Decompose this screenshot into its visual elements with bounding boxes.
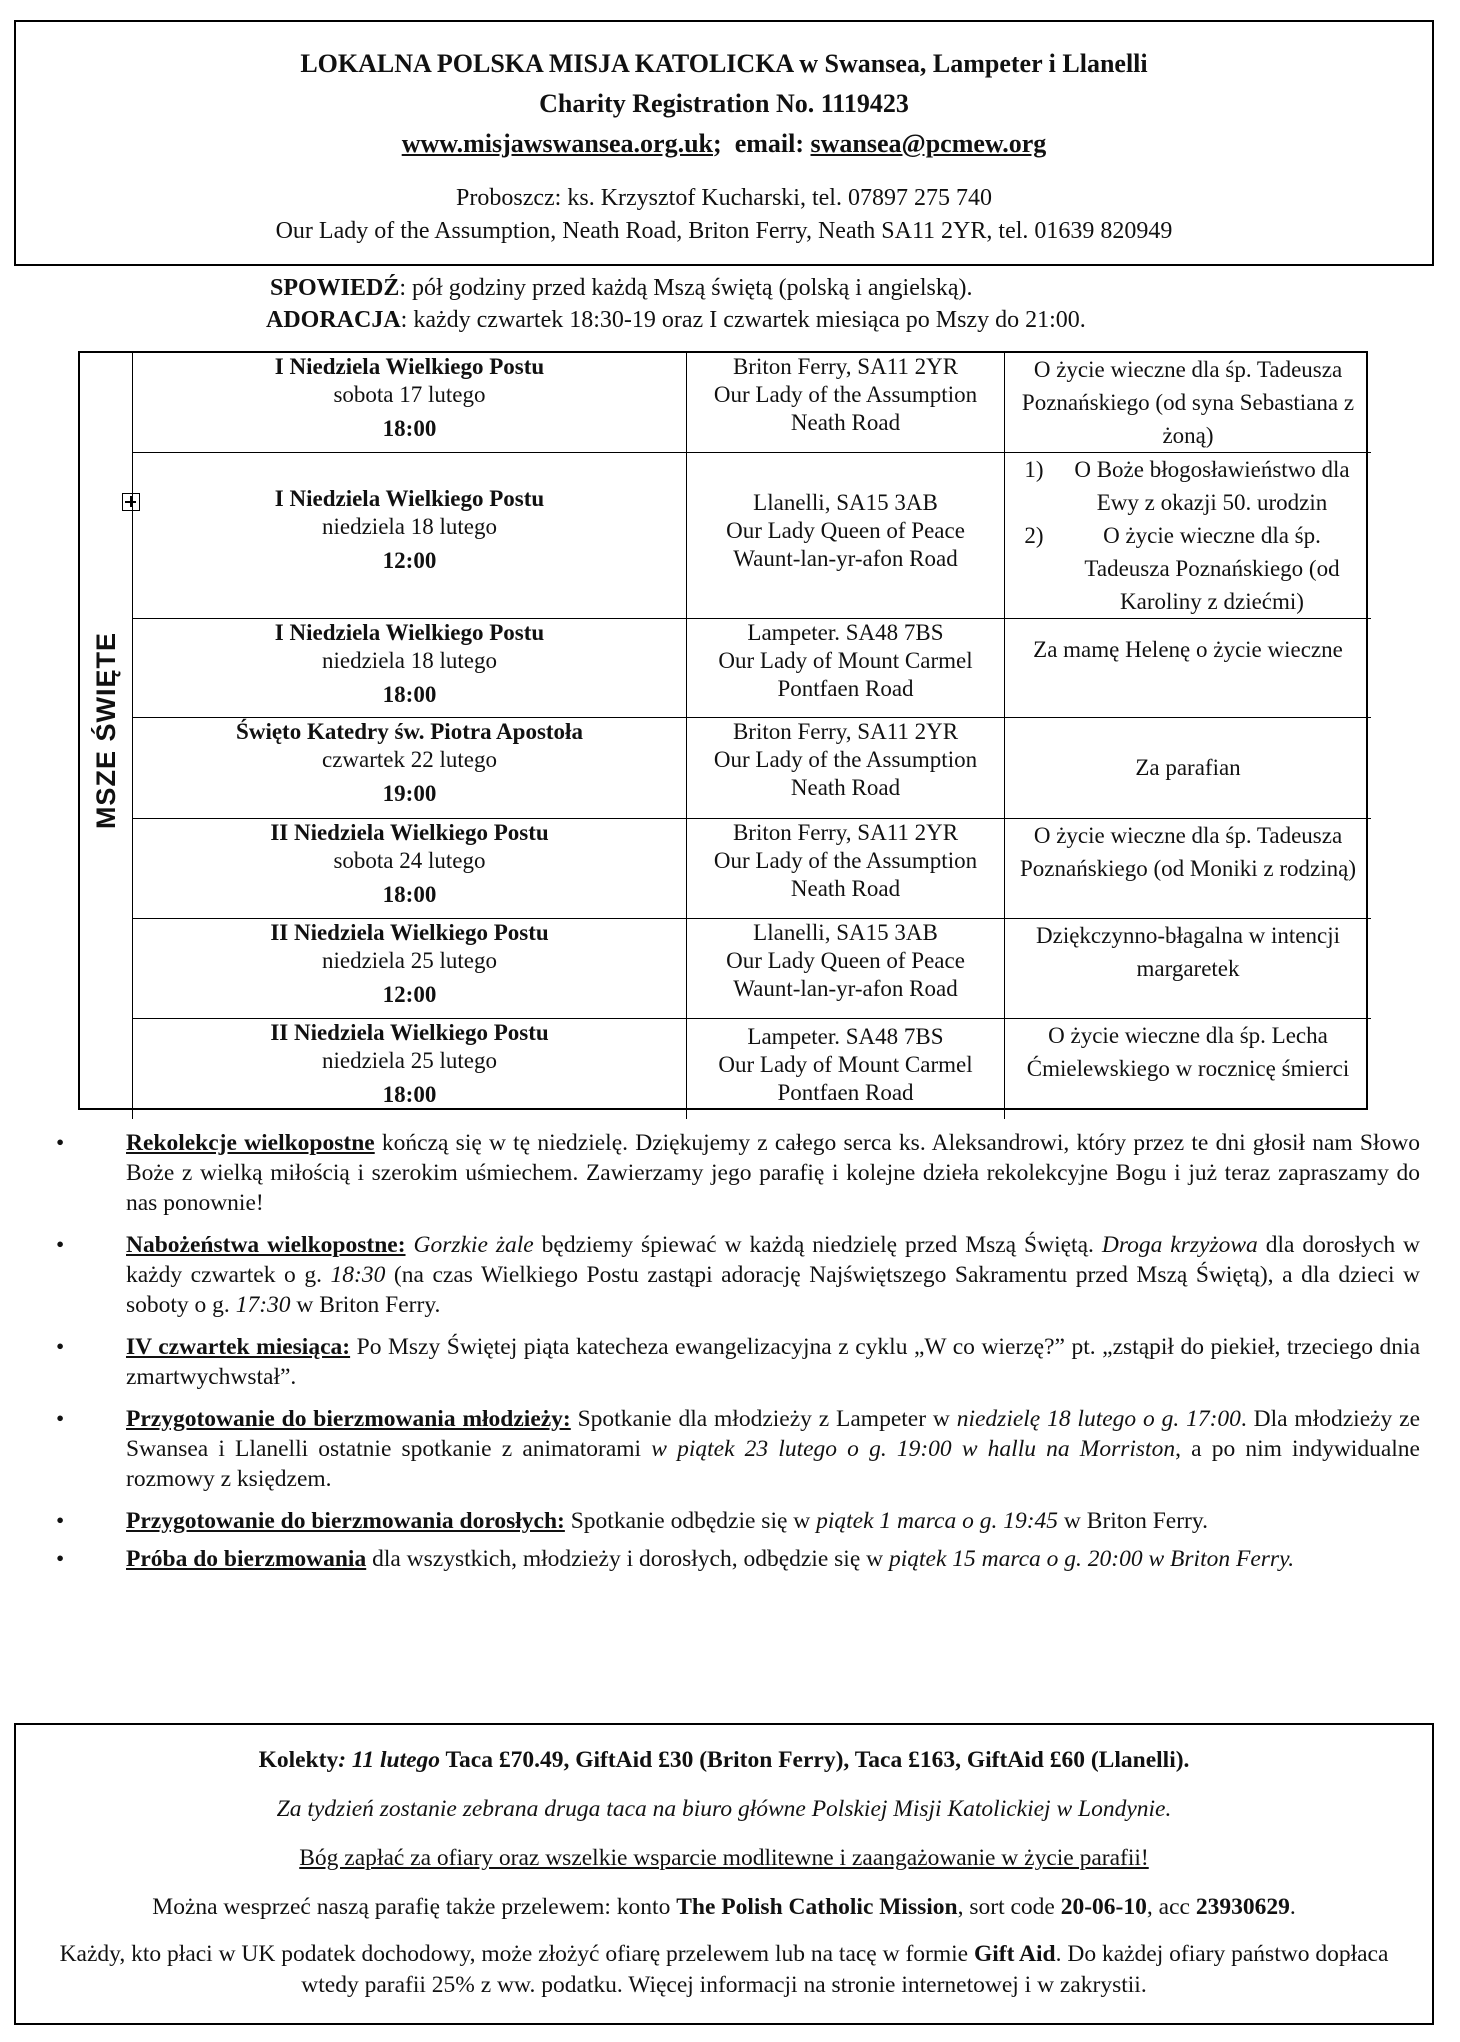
mass-place: Briton Ferry, SA11 2YR Our Lady of the Assumption Neath Road: [687, 718, 1005, 819]
website-link[interactable]: www.misjawswansea.org.uk: [401, 129, 714, 158]
bullet: •: [56, 1334, 65, 1360]
table-row: [133, 919, 1372, 1019]
table-row: [133, 619, 1372, 718]
notice-retreat: • Rekolekcje wielkopostne kończą się w tę niedzielę. Dziękujemy z całego serca ks. Aleksandrowi, który przez te dni głosił nam Słowo Boże z wielką miłością i szerokim uśmiechem. Zawierzamy jego parafię i kolejne dzieła rekolekcyjne Bogu i już teraz zapraszamy do nas ponownie!: [50, 1128, 1420, 1218]
gift-aid-info: Każdy, kto płaci w UK podatek dochodowy, może złożyć ofiarę przelewem lub na tacę w formie Gift Aid. Do każdej ofiary państwo dopłaca wtedy parafii 25% z ww. podatku. Więcej informacji na stronie internetowej i w zakrystii.: [59, 1941, 1389, 1998]
adoration-line: [266, 304, 1086, 336]
contact-line: [16, 124, 1432, 164]
confession-label: SPOWIEDŹ: [270, 275, 400, 301]
mass-place: Briton Ferry, SA11 2YR Our Lady of the Assumption Neath Road: [687, 353, 1005, 453]
notice-rehearsal: • Próba do bierzmowania dla wszystkich, młodzieży i dorosłych, odbędzie się w piątek 15 marca o g. 20:00 w Briton Ferry.: [50, 1544, 1420, 1574]
mass-schedule: [78, 351, 1368, 1110]
mass-place: Lampeter. SA48 7BS Our Lady of Mount Carmel Pontfaen Road: [687, 619, 1005, 718]
confession-line: [270, 272, 1086, 304]
table-row: [133, 819, 1372, 919]
table-row: [133, 453, 1372, 619]
mission-title: LOKALNA POLSKA MISJA KATOLICKA w Swansea, Lampeter i Llanelli: [300, 49, 1148, 78]
mass-place: Llanelli, SA15 3AB Our Lady Queen of Peace Waunt-lan-yr-afon Road: [687, 919, 1005, 1019]
mass-table: [132, 353, 1371, 1119]
bullet: •: [56, 1130, 65, 1156]
email-label: email:: [734, 129, 804, 158]
footer-box: [14, 1723, 1434, 2025]
bullet: •: [56, 1406, 65, 1432]
mass-when: I Niedziela Wielkiego Postu sobota 17 lutego 18:00: [133, 353, 687, 453]
mass-intention: Za parafian: [1005, 718, 1372, 819]
bullet: •: [56, 1508, 65, 1534]
header-box: [14, 20, 1434, 266]
adoration-label: ADORACJA: [266, 307, 401, 333]
mass-intention: O życie wieczne dla śp. Tadeusza Poznańskiego (od Moniki z rodziną): [1005, 819, 1372, 919]
mass-when: I Niedziela Wielkiego Postu niedziela 18 lutego 12:00: [133, 453, 687, 619]
bullet: •: [56, 1546, 65, 1572]
charity-number: Charity Registration No. 1119423: [539, 89, 909, 118]
mass-side-label: MSZE ŚWIĘTE: [90, 631, 121, 830]
intention-item: 1) O Boże błogosławieństwo dla Ewy z okazji 50. urodzin: [1024, 457, 1350, 515]
table-row: [133, 718, 1372, 819]
confession-text: : pół godziny przed każdą Mszą świętą (polską i angielską).: [399, 275, 973, 301]
mass-when: II Niedziela Wielkiego Postu sobota 24 lutego 18:00: [133, 819, 687, 919]
notice-lent-services: • Nabożeństwa wielkopostne: Gorzkie żale będziemy śpiewać w każdą niedzielę przed Mszą Świętą. Droga krzyżowa dla dorosłych w każdy czwartek o g. 18:30 (na czas Wielkiego Postu zastąpi adorację Najświętszego Sakramentu przed Mszą Świętą), a dla dzieci w soboty o g. 17:30 w Briton Ferry.: [50, 1230, 1420, 1320]
second-collection: Za tydzień zostanie zebrana druga taca na biuro główne Polskiej Misji Katolickiej w Londynie.: [276, 1796, 1172, 1822]
table-row: [133, 353, 1372, 453]
bank-details: Można wesprzeć naszą parafię także przelewem: konto The Polish Catholic Mission, sort code 20-06-10, acc 23930629.: [152, 1894, 1296, 1920]
mass-intention: Za mamę Helenę o życie wieczne: [1005, 619, 1372, 718]
notice-fourth-thursday: • IV czwartek miesiąca: Po Mszy Świętej piąta katecheza ewangelizacyjna z cyklu „W co wierzę?” pt. „zstąpił do piekieł, trzeciego dnia zmartwychwstał”.: [50, 1332, 1420, 1392]
address-line: Our Lady of the Assumption, Neath Road, Briton Ferry, Neath SA11 2YR, tel. 01639 820949: [275, 218, 1173, 244]
mass-when: I Niedziela Wielkiego Postu niedziela 18 lutego 18:00: [133, 619, 687, 718]
bullet: •: [56, 1232, 65, 1258]
intention-item: 2) O życie wieczne dla śp. Tadeusza Poznańskiego (od Karoliny z dziećmi): [1024, 523, 1340, 614]
separator: ;: [713, 129, 722, 158]
collection-line: Kolekty: 11 lutego Taca £70.49, GiftAid £30 (Briton Ferry), Taca £163, GiftAid £60 (Llanelli).: [258, 1747, 1190, 1773]
priest-line: Proboszcz: ks. Krzysztof Kucharski, tel. 07897 275 740: [456, 185, 992, 211]
notice-adult-confirmation: • Przygotowanie do bierzmowania dorosłych: Spotkanie odbędzie się w piątek 1 marca o g. 19:45 w Briton Ferry.: [50, 1506, 1420, 1536]
confession-adoration-block: [266, 272, 1086, 336]
thanks-line: Bóg zapłać za ofiary oraz wszelkie wsparcie modlitewne i zaangażowanie w życie parafii!: [299, 1845, 1149, 1871]
notices-list: [50, 1128, 1420, 1586]
email-link[interactable]: swansea@pcmew.org: [810, 129, 1047, 158]
notice-youth-confirmation: • Przygotowanie do bierzmowania młodzieży: Spotkanie dla młodzieży z Lampeter w niedzielę 18 lutego o g. 17:00. Dla młodzieży ze Swansea i Llanelli ostatnie spotkanie z animatorami w piątek 23 lutego o g. 19:00 w hallu na Morriston, a po nim indywidualne rozmowy z księdzem.: [50, 1404, 1420, 1494]
mass-intention: Dziękczynno-błagalna w intencji margaretek: [1005, 919, 1372, 1019]
mass-when: II Niedziela Wielkiego Postu niedziela 25 lutego 12:00: [133, 919, 687, 1019]
mass-place: Briton Ferry, SA11 2YR Our Lady of the Assumption Neath Road: [687, 819, 1005, 919]
mass-intention: O życie wieczne dla śp. Lecha Ćmielewskiego w rocznicę śmierci: [1005, 1019, 1372, 1119]
mass-when: II Niedziela Wielkiego Postu niedziela 25 lutego 18:00: [133, 1019, 687, 1119]
mass-intention: O życie wieczne dla śp. Tadeusza Poznańskiego (od syna Sebastiana z żoną): [1005, 353, 1372, 453]
adoration-text: : każdy czwartek 18:30-19 oraz I czwartek miesiąca po Mszy do 21:00.: [400, 307, 1086, 333]
mass-place: Llanelli, SA15 3AB Our Lady Queen of Peace Waunt-lan-yr-afon Road: [687, 453, 1005, 619]
mass-place: Lampeter. SA48 7BS Our Lady of Mount Carmel Pontfaen Road: [687, 1019, 1005, 1119]
mass-intention: [1005, 453, 1372, 619]
mass-when: Święto Katedry św. Piotra Apostoła czwartek 22 lutego 19:00: [133, 718, 687, 819]
table-row: [133, 1019, 1372, 1119]
